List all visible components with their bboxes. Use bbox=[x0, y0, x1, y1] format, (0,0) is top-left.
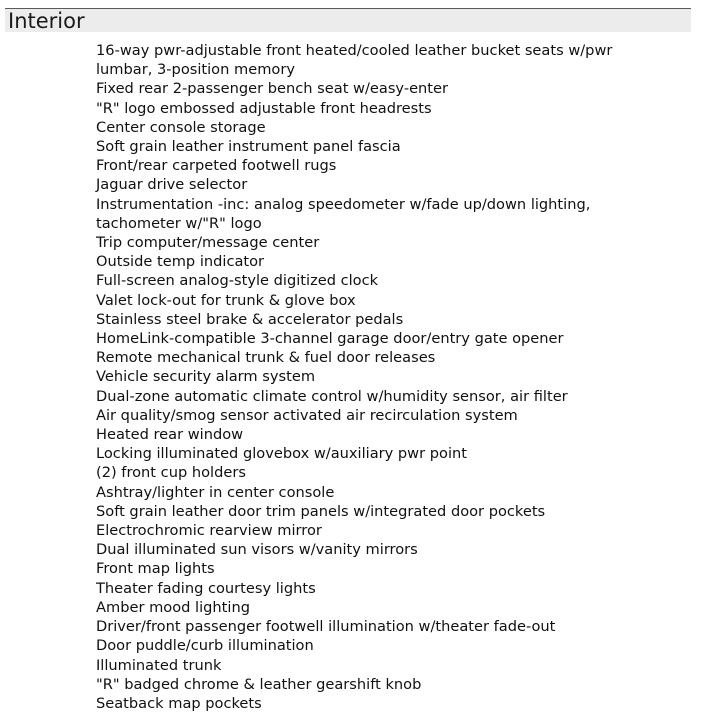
feature-item: Valet lock-out for trunk & glove box bbox=[96, 291, 356, 309]
feature-item: Locking illuminated glovebox w/auxiliary pwr point bbox=[96, 445, 467, 463]
feature-item: Fixed rear 2-passenger bench seat w/easy-enter bbox=[96, 80, 449, 98]
feature-item: HomeLink-compatible 3-channel garage door/entry gate opener bbox=[96, 330, 564, 348]
feature-item: Jaguar drive selector bbox=[96, 176, 248, 194]
feature-item: Instrumentation -inc: analog speedometer w/fade up/down lighting, tachometer w/"R" logo bbox=[96, 195, 591, 232]
feature-item: Vehicle security alarm system bbox=[96, 368, 316, 386]
feature-item: Electrochromic rearview mirror bbox=[96, 522, 322, 540]
feature-item: Door puddle/curb illumination bbox=[96, 637, 314, 655]
feature-item: Front/rear carpeted footwell rugs bbox=[96, 157, 337, 175]
feature-item: "R" badged chrome & leather gearshift knob bbox=[96, 675, 422, 693]
feature-item: Soft grain leather door trim panels w/integrated door pockets bbox=[96, 502, 546, 520]
feature-item: Trip computer/message center bbox=[96, 234, 320, 252]
feature-item: Outside temp indicator bbox=[96, 253, 265, 271]
section-header bbox=[5, 8, 691, 32]
feature-item: Seatback map pockets bbox=[96, 694, 262, 712]
feature-item: Center console storage bbox=[96, 118, 266, 136]
feature-item: Theater fading courtesy lights bbox=[96, 579, 316, 597]
feature-item: Illuminated trunk bbox=[96, 656, 222, 674]
feature-item: Ashtray/lighter in center console bbox=[96, 483, 335, 501]
feature-item: Front map lights bbox=[96, 560, 215, 578]
feature-item: Remote mechanical trunk & fuel door releases bbox=[96, 349, 436, 367]
feature-item: Air quality/smog sensor activated air recirculation system bbox=[96, 406, 518, 424]
feature-item: Dual illuminated sun visors w/vanity mirrors bbox=[96, 541, 418, 559]
feature-item: 16-way pwr-adjustable front heated/cooled leather bucket seats w/pwr lumbar, 3-position memory bbox=[96, 42, 613, 79]
feature-item: Heated rear window bbox=[96, 426, 244, 444]
feature-item: Driver/front passenger footwell illumination w/theater fade-out bbox=[96, 618, 556, 636]
feature-item: Dual-zone automatic climate control w/humidity sensor, air filter bbox=[96, 387, 568, 405]
feature-item: (2) front cup holders bbox=[96, 464, 246, 482]
feature-list bbox=[96, 41, 696, 713]
feature-item: Amber mood lighting bbox=[96, 598, 250, 616]
section-title: Interior bbox=[8, 9, 85, 33]
feature-item: Soft grain leather instrument panel fascia bbox=[96, 138, 401, 156]
feature-item: "R" logo embossed adjustable front headrests bbox=[96, 99, 432, 117]
feature-item: Full-screen analog-style digitized clock bbox=[96, 272, 379, 290]
feature-item: Stainless steel brake & accelerator pedals bbox=[96, 310, 404, 328]
